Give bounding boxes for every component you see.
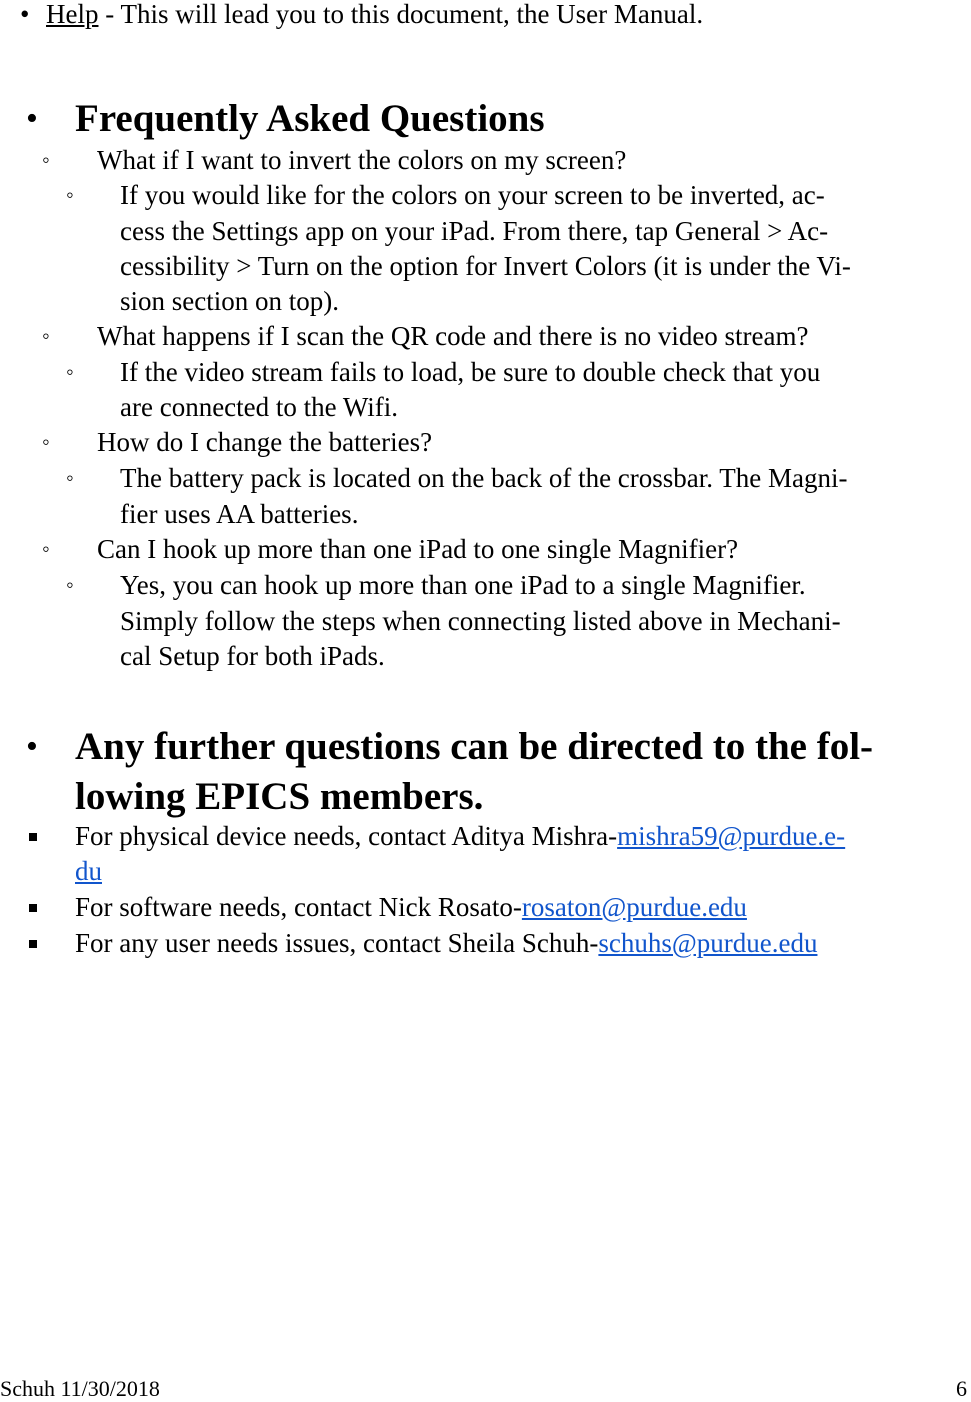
faq-answer-line: If the video stream fails to load, be sure to double check that you: [120, 357, 821, 387]
contact-text: For software needs, contact Nick Rosato-: [75, 892, 522, 922]
contacts-heading-line: lowing EPICS members.: [75, 775, 484, 818]
page-number: 6: [956, 1376, 967, 1401]
contact-text: For any user needs issues, contact Sheila Schuh-: [75, 928, 599, 958]
email-link[interactable]: rosaton@purdue.edu: [521, 892, 747, 922]
square-bullet: [29, 940, 37, 948]
faq-question: What if I want to invert the colors on my screen?: [97, 145, 627, 175]
faq-heading: Frequently Asked Questions: [75, 97, 545, 140]
faq-question: How do I change the batteries?: [97, 427, 433, 457]
faq-answer-line: Simply follow the steps when connecting listed above in Mechani-: [120, 606, 841, 636]
help-item: [46, 0, 703, 32]
contacts-heading-line: Any further questions can be directed to the fol-: [75, 725, 874, 768]
help-description: - This will lead you to this document, the User Manual.: [98, 0, 704, 29]
faq-answer-line: cessibility > Turn on the option for Invert Colors (it is under the Vi-: [120, 251, 851, 281]
contact-item: [75, 925, 817, 961]
faq-question: Can I hook up more than one iPad to one single Magnifier?: [97, 534, 739, 564]
contact-text: For physical device needs, contact Aditya Mishra-: [75, 821, 618, 851]
faq-answer-line: cess the Settings app on your iPad. From there, tap General > Ac-: [120, 216, 829, 246]
faq-answer-line: cal Setup for both iPads.: [120, 641, 385, 671]
answer-marker: ◦: [66, 572, 74, 597]
email-link-continued[interactable]: du: [75, 856, 102, 886]
question-marker: ◦: [42, 429, 50, 454]
contacts-bullet: •: [26, 728, 38, 765]
square-bullet: [29, 904, 37, 912]
faq-answer-line: fier uses AA batteries.: [120, 499, 359, 529]
faq-bullet: •: [26, 100, 38, 137]
help-bullet: •: [20, 0, 30, 29]
square-bullet: [29, 833, 37, 841]
question-marker: ◦: [42, 536, 50, 561]
faq-answer-line: If you would like for the colors on your screen to be inverted, ac-: [120, 180, 825, 210]
faq-answer-line: sion section on top).: [120, 286, 339, 316]
contact-item: [75, 818, 845, 854]
contact-item: [75, 889, 747, 925]
email-link[interactable]: mishra59@purdue.e-: [617, 821, 846, 851]
question-marker: ◦: [42, 323, 50, 348]
footer-author-date: Schuh 11/30/2018: [0, 1376, 160, 1401]
faq-question: What happens if I scan the QR code and there is no video stream?: [97, 321, 809, 351]
answer-marker: ◦: [66, 465, 74, 490]
help-link[interactable]: Help: [46, 0, 99, 29]
faq-answer-line: are connected to the Wifi.: [120, 392, 399, 422]
question-marker: ◦: [42, 147, 50, 172]
email-link[interactable]: schuhs@purdue.edu: [598, 928, 818, 958]
answer-marker: ◦: [66, 182, 74, 207]
answer-marker: ◦: [66, 359, 74, 384]
faq-answer-line: Yes, you can hook up more than one iPad to a single Magnifier.: [120, 570, 806, 600]
faq-answer-line: The battery pack is located on the back of the crossbar. The Magni-: [120, 463, 848, 493]
